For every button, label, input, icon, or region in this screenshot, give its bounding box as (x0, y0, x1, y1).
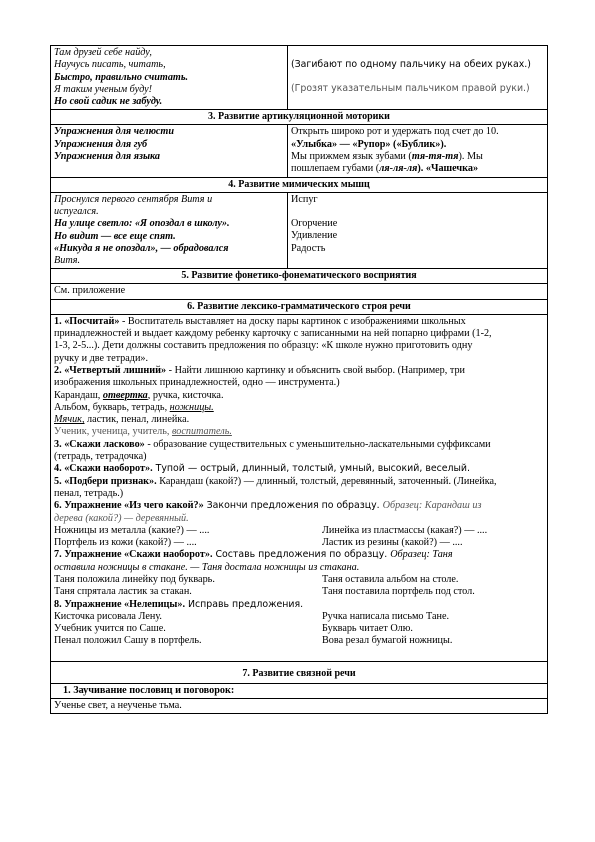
story-line: На улице светло: «Я опоздал в школу». (54, 218, 230, 230)
story-line: «Никуда я не опоздал», — обрадовался (54, 242, 229, 254)
lesson-table (50, 45, 548, 714)
poem-row (51, 46, 548, 110)
poem-line: Научусь писать, читать, (54, 59, 166, 71)
story-line: Витя. (54, 255, 81, 267)
exercise-text: «Улыбка» — «Рупор» («Бублик»). (291, 138, 447, 150)
story-line: испугался. (54, 205, 99, 217)
poem-line: Я таким ученым буду! (54, 83, 153, 95)
section-6-title: 6. Развитие лексико-грамматического строя речи (51, 299, 548, 314)
exercise-8-pair: Кисточка рисовала Лену. Ручка написала письмо Тане. (54, 610, 450, 622)
exercise-1: 1. «Посчитай» - Воспитатель выставляет на доску пары картинок с изображениями школьных (54, 315, 466, 327)
exercise-3-line: (тетрадь, тетрадочка) (54, 451, 147, 463)
exercise-7: 7. Упражнение «Скажи наоборот». Составь предложения по образцу. Образец: Таня (54, 549, 453, 561)
story-line: Проснулся первого сентября Витя и (54, 193, 213, 205)
exercise-7-line: оставила ножницы в стакане. — Таня достала ножницы из стакана. (54, 561, 360, 573)
exercise-6: 6. Упражнение «Из чего какой?» Закончи предложения по образцу. Образец: Карандаш из (54, 500, 482, 512)
exercise-1-line: ручку и две тетради». (54, 352, 149, 364)
emotion-label: Радость (291, 242, 326, 254)
exercise-5: 5. «Подбери признак». Карандаш (какой?) — длинный, толстый, деревянный, заточенный. (Линейка, (54, 475, 497, 487)
section-3-title: 3. Развитие артикуляционной моторики (51, 110, 548, 125)
emotion-label: Испуг (291, 193, 318, 205)
exercise-name: Упражнения для губ (54, 138, 148, 150)
emotion-label: Огорчение (291, 217, 338, 229)
section-7-text: Ученье свет, а неученье тьма. (51, 699, 548, 714)
poem-line: Но свой садик не забуду. (54, 96, 163, 108)
exercise-2: 2. «Четвертый лишний» - Найти лишнюю картинку и объяснить свой выбор. (Например, три (54, 364, 465, 376)
section-5-text: См. приложение (51, 284, 548, 299)
section-4-right (288, 192, 548, 269)
section-3-right (288, 125, 548, 177)
exercise-6-pair: Ножницы из металла (какие?) — .... Линейка из пластмассы (какая?) — .... (54, 524, 488, 536)
exercise-2-line: Ученик, ученица, учитель, воспитатель. (54, 426, 232, 438)
exercise-text: Открыть широко рот и удержать под счет до 10. (291, 126, 499, 138)
section-7-subtitle: 1. Заучивание пословиц и поговорок: (51, 683, 548, 698)
page (50, 45, 547, 714)
section-7-title: 7. Развитие связной речи (51, 661, 548, 683)
exercise-6-line: дерева (какой?) — деревянный. (54, 512, 189, 524)
section-3-left (51, 125, 288, 177)
exercise-2-line: Мячик, ластик, пенал, линейка. (54, 414, 190, 426)
exercise-8-pair: Пенал положил Сашу в портфель. Вова резал бумагой ножницы. (54, 635, 453, 647)
exercise-5-line: пенал, тетрадь.) (54, 487, 124, 499)
exercise-2-line: Альбом, букварь, тетрадь, ножницы. (54, 401, 214, 413)
exercise-4: 4. «Скажи наоборот». Тупой — острый, длинный, толстый, умный, высокий, веселый. (54, 463, 470, 475)
poem-left (51, 46, 288, 110)
section-6-body (51, 314, 548, 661)
poem-line: Там друзей себе найду, (54, 47, 152, 58)
exercise-8: 8. Упражнение «Нелепицы». Исправь предложения. (54, 598, 304, 610)
exercise-1-line: 1-3, 2-5...). Дети должны составить предложения по образцу: «К школе нужно приготовить одну (54, 340, 473, 352)
exercise-3: 3. «Скажи ласково» - образование существительных с уменьшительно-ласкательными суффиксами (54, 438, 491, 450)
section-4-title: 4. Развитие мимических мышц (51, 177, 548, 192)
exercise-name: Упражнения для языка (54, 151, 161, 163)
poem-line: Быстро, правильно считать. (54, 71, 189, 83)
exercise-7-pair: Таня спрятала ластик за стакан. Таня поставила портфель под стол. (54, 586, 475, 598)
exercise-text: пошлепаем губами (ля-ля-ля). «Чашечка» (291, 163, 479, 175)
section-3-row (51, 125, 548, 177)
emotion-label: Удивление (291, 230, 338, 242)
story-line: Но видит — все еще спят. (54, 230, 176, 242)
exercise-1-line: принадлежностей и выдает каждому ребенку карточку с записанными на ней попарно цифрами (1-2, (54, 328, 492, 340)
exercise-2-line: Карандаш, отвертка, ручка, кисточка. (54, 389, 224, 401)
exercise-8-pair: Учебник учится по Саше. Букварь читает Олю. (54, 623, 413, 635)
section-6-row (51, 314, 548, 661)
section-4-left (51, 192, 288, 269)
exercise-6-pair: Портфель из кожи (какой?) — .... Ластик из резины (какой?) — .... (54, 537, 463, 549)
exercise-text: Мы прижмем язык зубами (тя-тя-тя). Мы (291, 151, 483, 163)
section-4-row (51, 192, 548, 269)
poem-action: (Грозят указательным пальчиком правой руки.) (291, 83, 530, 95)
exercise-7-pair: Таня положила линейку под букварь. Таня оставила альбом на столе. (54, 573, 459, 585)
poem-action: (Загибают по одному пальчику на обеих руках.) (291, 59, 531, 70)
section-5-title: 5. Развитие фонетико-фонематического восприятия (51, 269, 548, 284)
exercise-name: Упражнения для челюсти (54, 126, 174, 138)
exercise-2-line: изображения школьных принадлежностей, одно — инструмента.) (54, 377, 340, 389)
poem-right (288, 46, 548, 110)
